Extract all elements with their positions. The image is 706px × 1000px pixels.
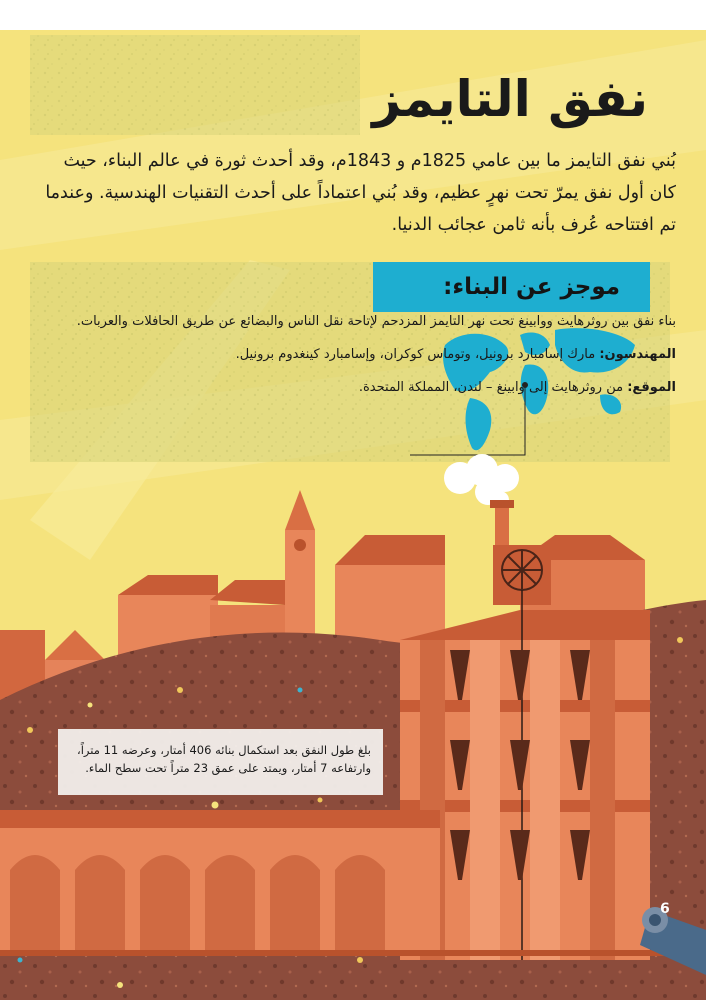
- page-number: 6: [660, 901, 670, 917]
- engineers-value: مارك إسامبارد برونيل، وتوماس كوكران، وإسامبارد كينغدوم برونيل.: [235, 347, 596, 362]
- page-title: نفق التايمز: [372, 70, 648, 128]
- summary-description: بناء نفق بين روثرهايث ووابينغ تحت نهر التايمز المزدحم لإتاحة نقل الناس والبضائع عن طريق الحافلات والعربات.: [76, 314, 676, 329]
- location-value: من روثرهايث إلى وابينغ – لندن، المملكة المتحدة.: [358, 380, 624, 395]
- engineers-label: المهندسون:: [599, 347, 676, 362]
- location-label: الموقع:: [627, 380, 676, 395]
- speckle-panel-top: [30, 35, 360, 135]
- summary-box: [26, 312, 676, 411]
- summary-heading: موجز عن البناء:: [373, 262, 650, 312]
- dimensions-info-box: بلغ طول النفق بعد استكمال بنائه 406 أمتار، وعرضه 11 متراً، وارتفاعه 7 أمتار، ويمتد على عمق 23 متراً تحت سطح الماء.: [58, 729, 383, 795]
- location-row: [26, 378, 676, 397]
- intro-paragraph: بُني نفق التايمز ما بين عامي 1825م و 1843م، وقد أحدث ثورة في عالم البناء، حيث كان أول نفق يمرّ تحت نهرٍ عظيم، وقد بُني اعتماداً على أحدث التقنيات الهندسية. وعندما تم افتتاحه عُرف بأنه ثامن عجائب الدنيا.: [45, 151, 676, 235]
- engineers-row: [26, 345, 676, 364]
